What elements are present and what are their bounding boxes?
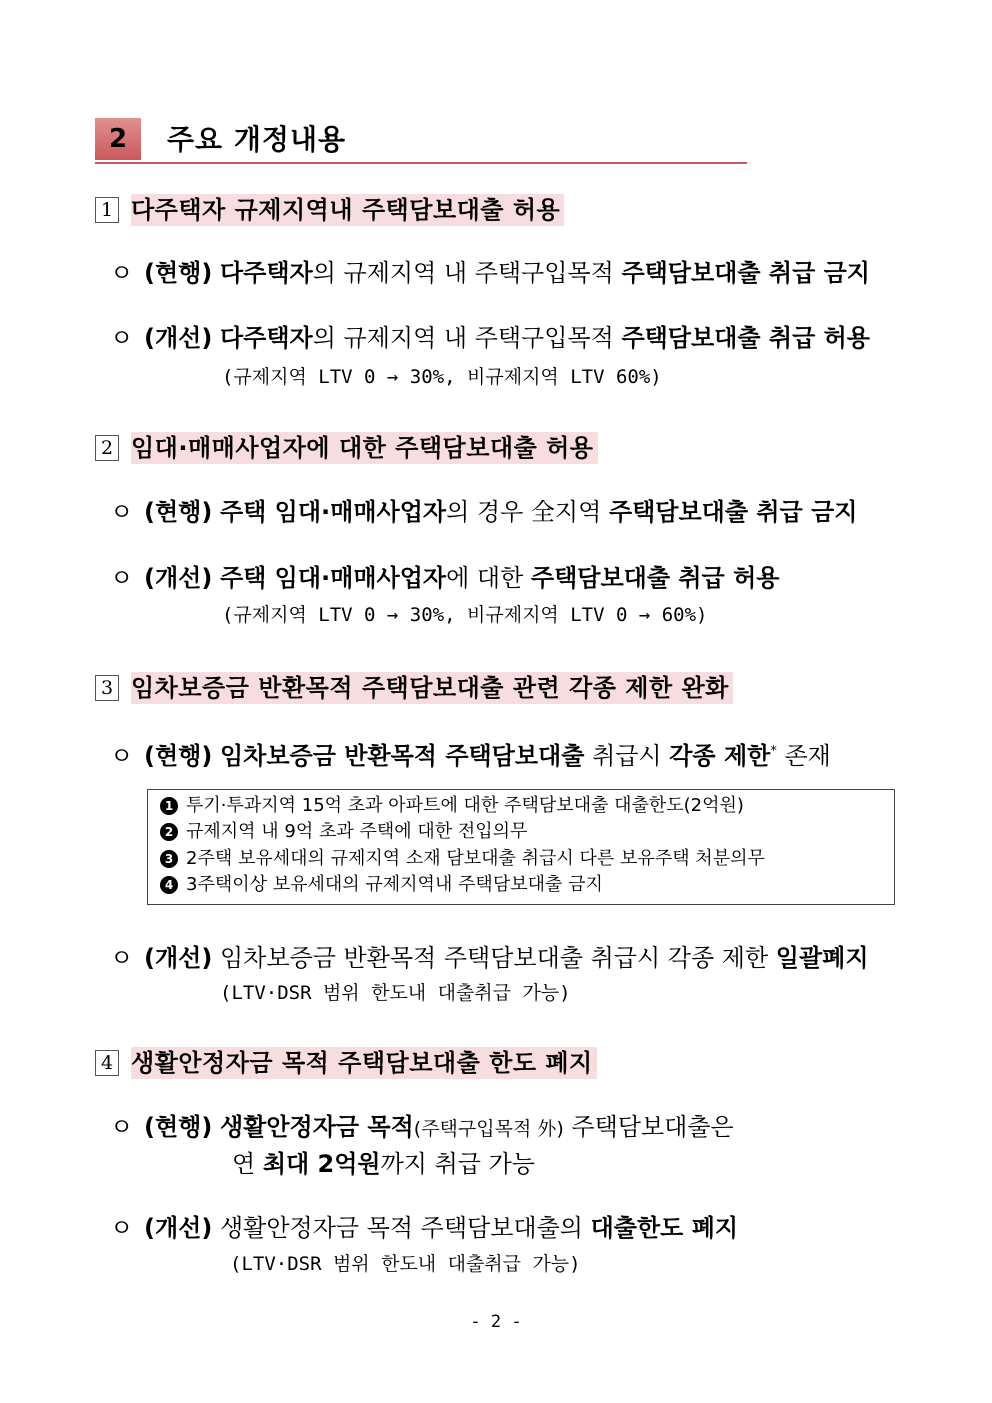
restriction-item <box>160 846 765 872</box>
tag: (개선) <box>144 944 213 972</box>
text: 생활안정자금 목적 주택담보대출의 <box>219 1214 591 1242</box>
restriction-item <box>160 793 744 819</box>
bold-text: 임차보증금 반환목적 주택담보대출 <box>219 742 585 770</box>
text: 취급시 <box>584 742 670 770</box>
bold-text: 주택담보대출 취급 금지 <box>621 259 870 287</box>
bold-text: 주택담보대출 취급 금지 <box>608 498 858 526</box>
number-circle-icon: 1 <box>160 797 178 815</box>
number-circle-icon: 3 <box>160 850 178 868</box>
subsection-2-heading <box>95 432 598 464</box>
bold-text: 최대 2억원 <box>262 1150 381 1178</box>
section-number: 2 <box>95 118 141 160</box>
item3-improve <box>110 942 869 974</box>
section-header <box>95 118 747 164</box>
page-number: - 2 - <box>470 1312 522 1332</box>
tag: (현행) <box>144 259 213 287</box>
number-circle-icon: 4 <box>160 876 178 894</box>
subsection-4-heading <box>95 1047 597 1079</box>
tag: (현행) <box>144 498 213 526</box>
restriction-item <box>160 819 527 845</box>
subsection-3-heading <box>95 672 733 704</box>
item3-current <box>110 736 831 772</box>
bullet-icon: ㅇ <box>110 742 134 770</box>
item2-improve <box>110 562 779 594</box>
item1-note: (규제지역 LTV 0 → 30%, 비규제지역 LTV 60%) <box>222 366 662 388</box>
restriction-box <box>147 789 895 905</box>
bold-text: 주택 임대·매매사업자 <box>219 498 447 526</box>
bold-text: 다주택자 <box>219 324 313 352</box>
text: 2주택 보유세대의 규제지역 소재 담보대출 취급시 다른 보유주택 처분의무 <box>186 848 765 869</box>
text: 까지 취급 가능 <box>380 1150 535 1178</box>
item2-current <box>110 496 857 528</box>
subsection-number: 4 <box>95 1050 119 1076</box>
bold-text: 주택담보대출 취급 허용 <box>621 324 870 352</box>
small-text: (주택구입목적 外) <box>413 1118 564 1140</box>
bold-text: 다주택자 <box>219 259 313 287</box>
bold-text: 일괄폐지 <box>775 944 869 972</box>
item3-note: (LTV·DSR 범위 한도내 대출취급 가능) <box>220 982 571 1004</box>
bullet-icon: ㅇ <box>110 259 134 287</box>
tag: (개선) <box>144 564 213 592</box>
bold-text: 생활안정자금 목적 <box>219 1113 414 1141</box>
text: 임차보증금 반환목적 주택담보대출 취급시 각종 제한 <box>219 944 776 972</box>
text: 3주택이상 보유세대의 규제지역내 주택담보대출 금지 <box>186 874 603 895</box>
text: 연 <box>232 1150 263 1178</box>
subsection-title: 임대·매매사업자에 대한 주택담보대출 허용 <box>131 432 598 464</box>
section-title: 주요 개정내용 <box>167 123 347 156</box>
text: 규제지역 내 9억 초과 주택에 대한 전입의무 <box>186 821 528 842</box>
item4-current-line2 <box>232 1148 535 1180</box>
tag: (개선) <box>144 1214 213 1242</box>
bullet-icon: ㅇ <box>110 564 134 592</box>
bullet-icon: ㅇ <box>110 944 134 972</box>
text: 존재 <box>776 742 831 770</box>
subsection-title: 임차보증금 반환목적 주택담보대출 관련 각종 제한 완화 <box>131 672 733 704</box>
item1-current <box>110 257 870 289</box>
text: 의 규제지역 내 주택구입목적 <box>312 324 622 352</box>
bold-text: 대출한도 폐지 <box>590 1214 739 1242</box>
text: 주택담보대출은 <box>563 1113 734 1141</box>
item4-note: (LTV·DSR 범위 한도내 대출취급 가능) <box>230 1253 581 1275</box>
subsection-title: 다주택자 규제지역내 주택담보대출 허용 <box>131 194 564 226</box>
subsection-number: 3 <box>95 675 119 701</box>
subsection-1-heading <box>95 194 564 226</box>
bullet-icon: ㅇ <box>110 1113 134 1141</box>
tag: (현행) <box>144 742 213 770</box>
subsection-title: 생활안정자금 목적 주택담보대출 한도 폐지 <box>131 1047 597 1079</box>
bullet-icon: ㅇ <box>110 324 134 352</box>
footnote-mark: * <box>770 744 777 759</box>
text: 에 대한 <box>446 564 531 592</box>
subsection-number: 1 <box>95 197 119 223</box>
bullet-icon: ㅇ <box>110 498 134 526</box>
restriction-item <box>160 872 603 898</box>
bullet-icon: ㅇ <box>110 1214 134 1242</box>
item2-note: (규제지역 LTV 0 → 30%, 비규제지역 LTV 0 → 60%) <box>222 604 708 626</box>
number-circle-icon: 2 <box>160 823 178 841</box>
item4-current <box>110 1111 734 1145</box>
tag: (현행) <box>144 1113 213 1141</box>
text: 의 규제지역 내 주택구입목적 <box>312 259 622 287</box>
bold-text: 주택담보대출 취급 허용 <box>530 564 780 592</box>
tag: (개선) <box>144 324 213 352</box>
item1-improve <box>110 322 870 354</box>
bold-text: 각종 제한 <box>669 742 771 770</box>
item4-improve <box>110 1212 738 1244</box>
text: 투기·투과지역 15억 초과 아파트에 대한 주택담보대출 대출한도(2억원) <box>186 795 744 816</box>
bold-text: 주택 임대·매매사업자 <box>219 564 447 592</box>
text: 의 경우 全지역 <box>446 498 609 526</box>
subsection-number: 2 <box>95 435 119 461</box>
